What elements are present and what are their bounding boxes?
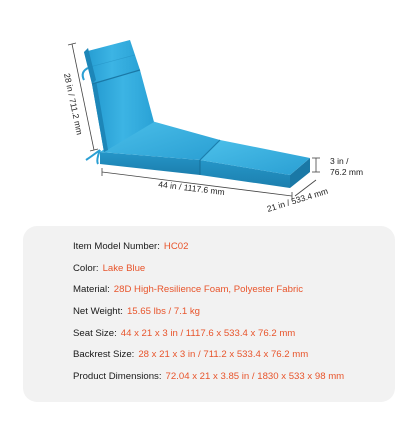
spec-label: Color: — [73, 262, 99, 274]
spec-value: 28 x 21 x 3 in / 711.2 x 533.4 x 76.2 mm — [138, 349, 309, 361]
spec-row-color — [73, 258, 395, 280]
tie-strap-bottom — [86, 150, 100, 164]
thickness-dimension-label-1: 3 in / — [330, 156, 349, 166]
spec-label: Backrest Size: — [73, 349, 135, 361]
specifications-panel — [23, 226, 395, 402]
spec-value: HC02 — [163, 241, 189, 253]
spec-value: 28D High-Resilience Foam, Polyester Fabric — [113, 284, 304, 296]
length-dimension-label: 44 in / 1117.6 mm — [157, 179, 226, 198]
spec-row-seat-size — [73, 322, 395, 344]
spec-value: Lake Blue — [102, 262, 146, 274]
spec-value: 44 x 21 x 3 in / 1117.6 x 533.4 x 76.2 mm — [120, 327, 296, 339]
height-dimension-label: 28 in / 711.2 mm — [62, 72, 85, 136]
spec-row-backrest-size — [73, 344, 395, 366]
spec-label: Product Dimensions: — [73, 370, 162, 382]
width-dimension-label: 21 in / 533.4 mm — [265, 185, 330, 214]
spec-row-weight — [73, 301, 395, 323]
spec-value: 15.65 lbs / 7.1 kg — [126, 306, 201, 318]
spec-row-model — [73, 236, 395, 258]
spec-value: 72.04 x 21 x 3.85 in / 1830 x 533 x 98 mm — [165, 370, 345, 382]
spec-row-product-dimensions — [73, 366, 395, 388]
tie-strap-top — [83, 68, 88, 80]
spec-label: Net Weight: — [73, 306, 123, 318]
spec-label: Item Model Number: — [73, 241, 160, 253]
thickness-dimension-label-2: 76.2 mm — [330, 167, 364, 177]
spec-label: Seat Size: — [73, 327, 117, 339]
spec-label: Material: — [73, 284, 110, 296]
spec-row-material — [73, 279, 395, 301]
